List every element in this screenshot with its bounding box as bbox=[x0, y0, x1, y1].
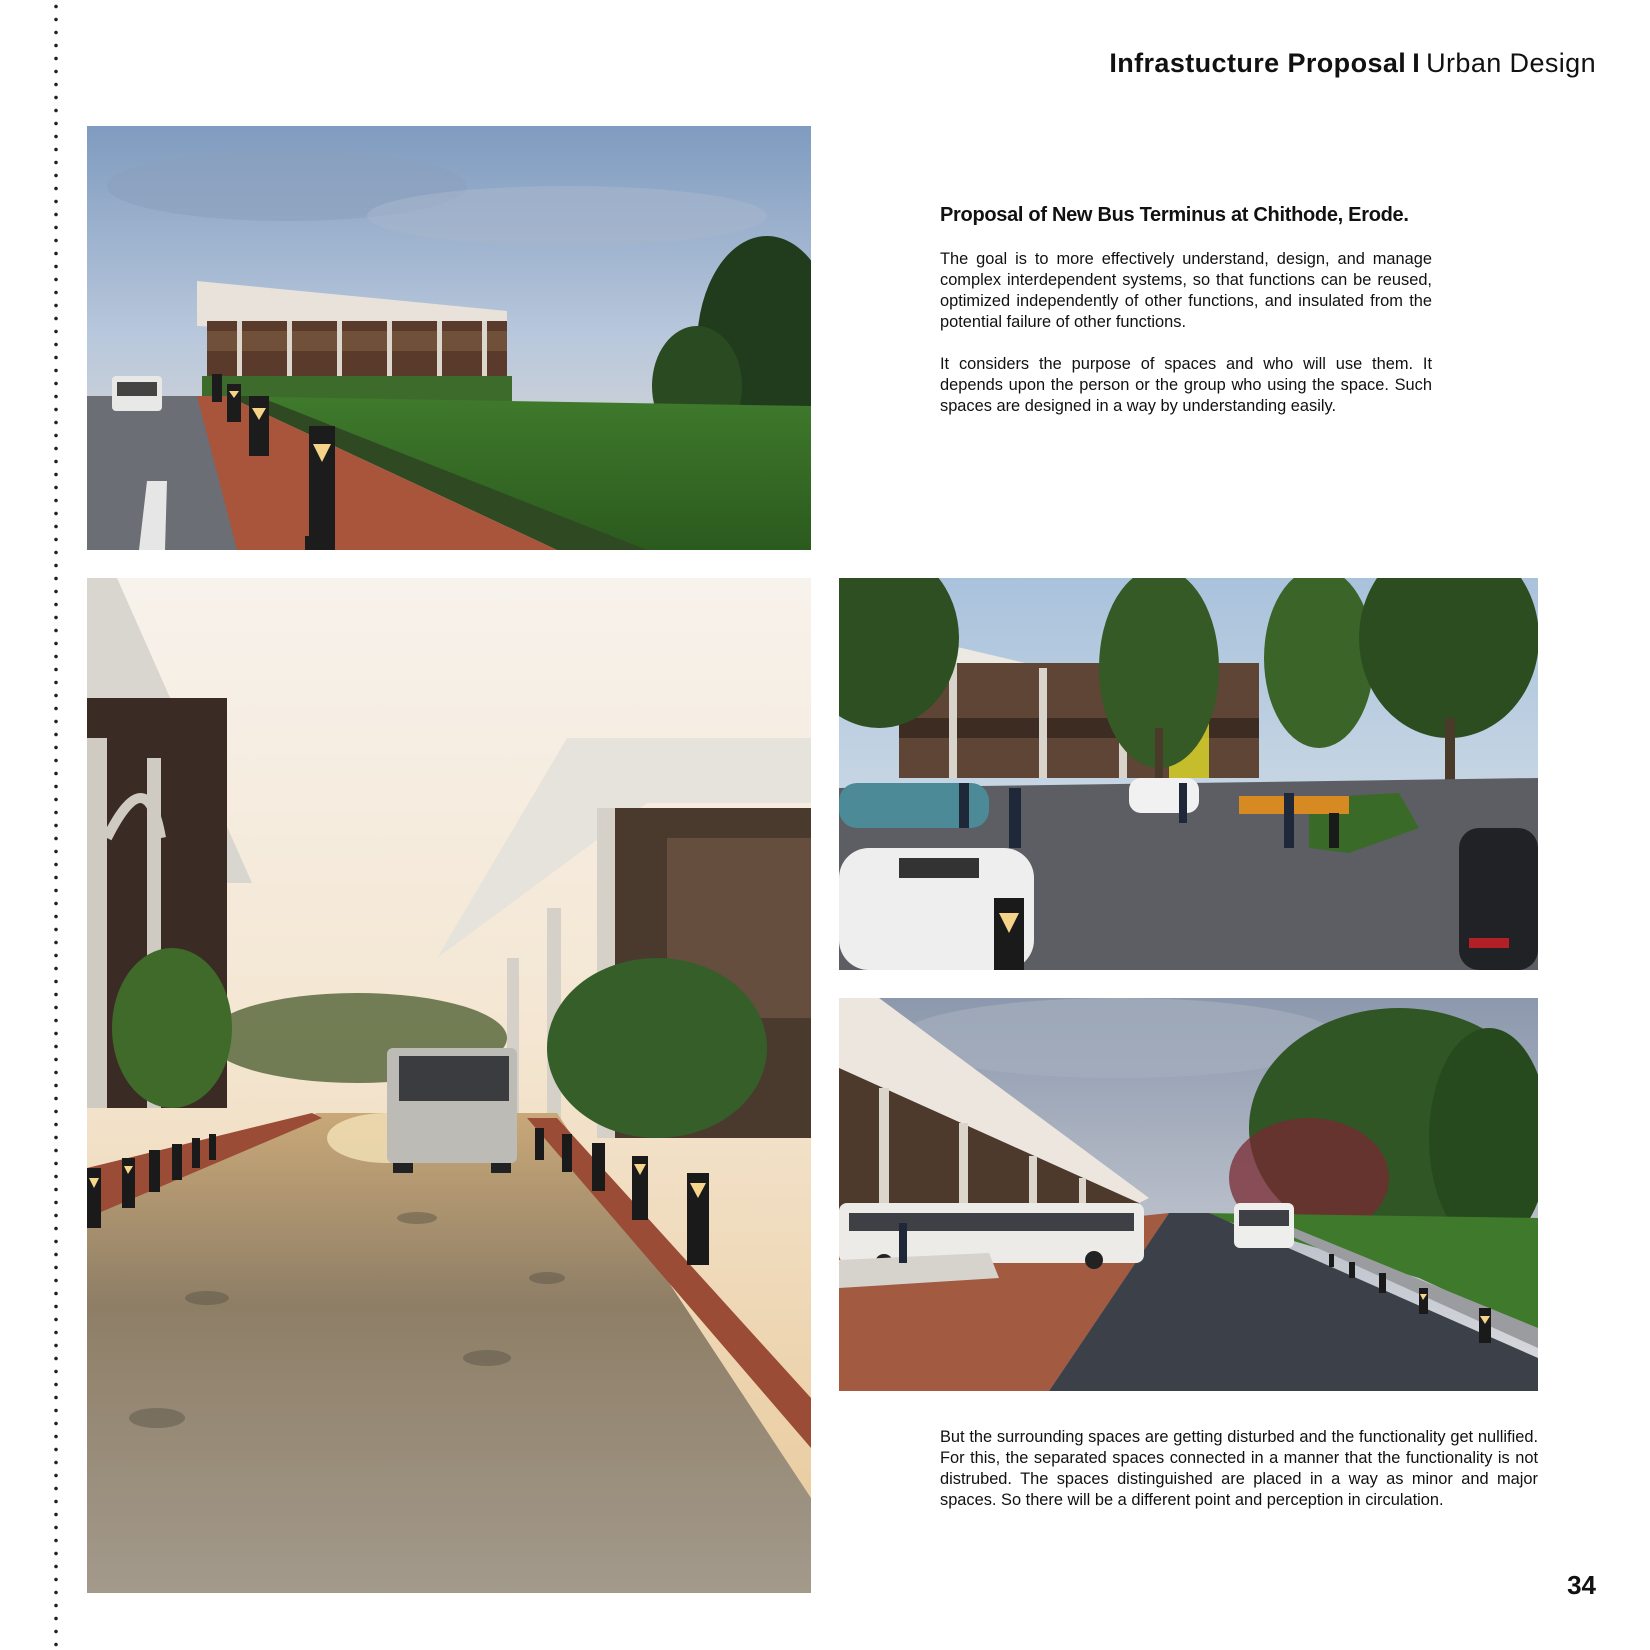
render-parking-area bbox=[839, 578, 1538, 970]
header-title-bold: Infrastucture Proposal bbox=[1109, 48, 1407, 78]
page-number: 34 bbox=[1567, 1570, 1596, 1600]
proposal-title: Proposal of New Bus Terminus at Chithode, Erode. bbox=[940, 204, 1409, 226]
page-header bbox=[1109, 48, 1596, 79]
paragraph-purpose: It considers the purpose of spaces and who will use them. It depends upon the person or the group who using the space. Such spaces are designed in a way by understanding easily. bbox=[940, 355, 1432, 415]
paragraph-goal: The goal is to more effectively understand, design, and manage complex interdependent systems, so that functions can be reused, optimized independently of other functions, and insulated from the potential failure of other functions. bbox=[940, 250, 1432, 331]
paragraph-circulation: But the surrounding spaces are getting disturbed and the functionality get nullified. For this, the separated spaces connected in a manner that the functionality is not distrubed. The spaces distinguished are placed in a way as minor and major spaces. So there will be a different point and perception in circulation. bbox=[940, 1428, 1538, 1509]
render-terminus-lawn bbox=[87, 126, 811, 550]
render-road-sunset bbox=[87, 578, 811, 1593]
header-title-regular: Urban Design bbox=[1426, 48, 1596, 78]
render-bus-bays bbox=[839, 998, 1538, 1391]
header-separator: I bbox=[1412, 48, 1421, 78]
dotted-margin-line bbox=[53, 0, 59, 1650]
